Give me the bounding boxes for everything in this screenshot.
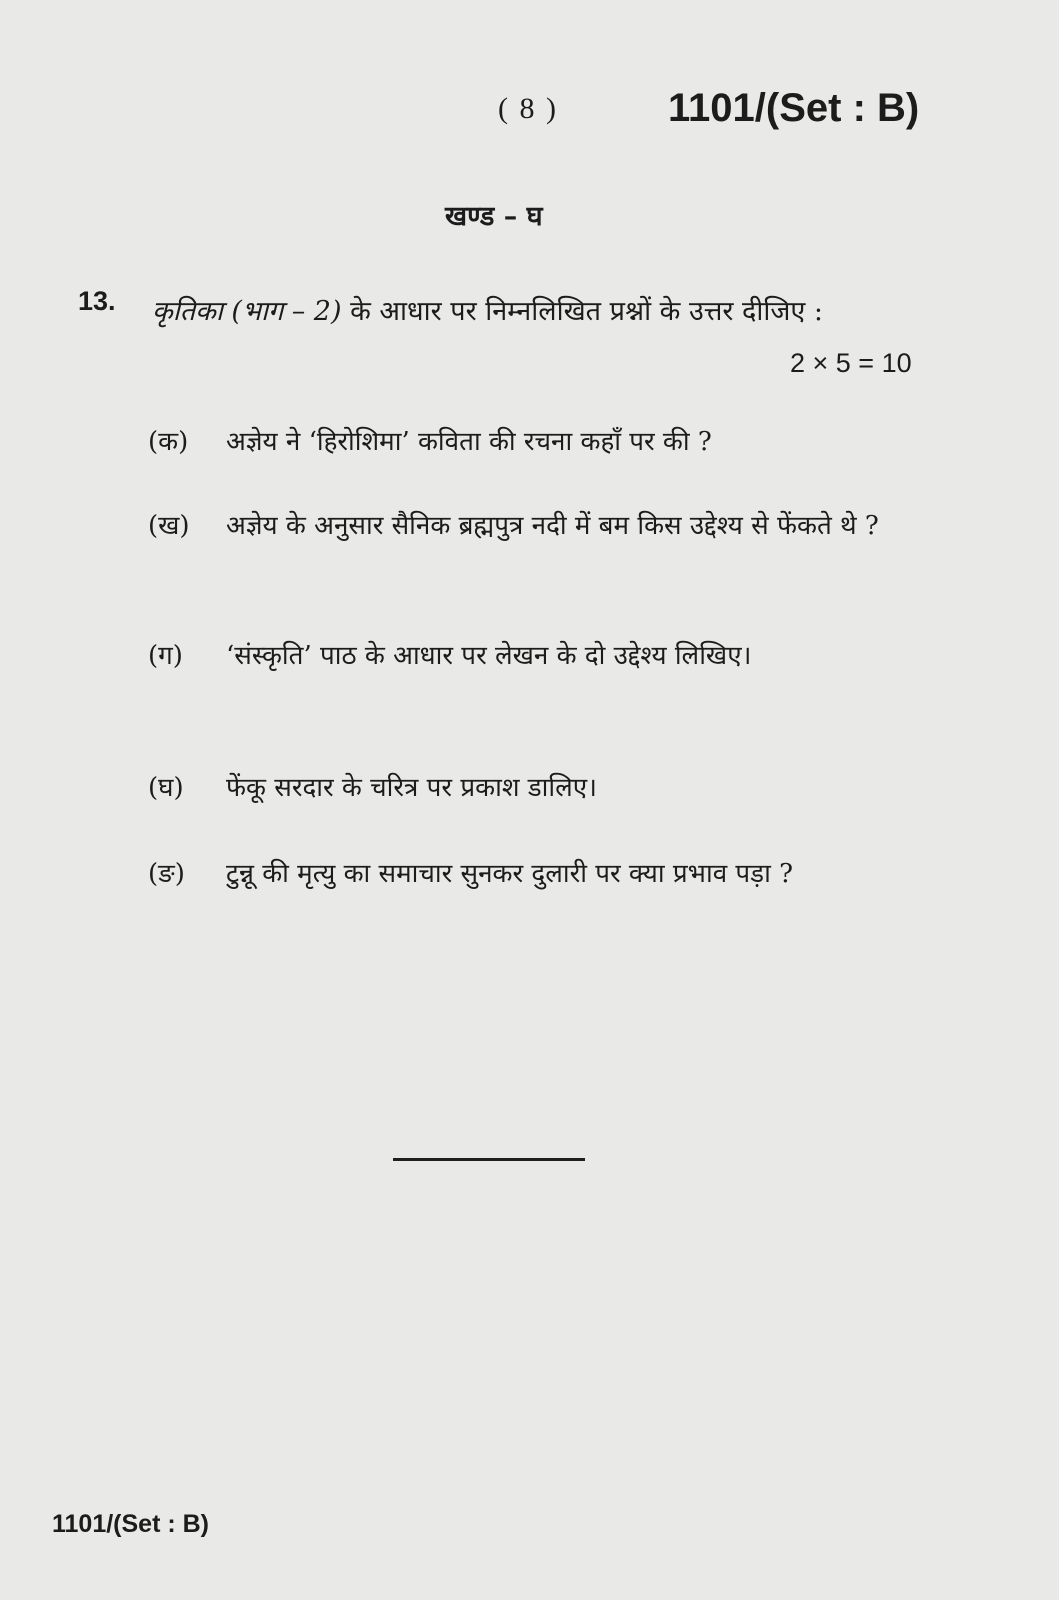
question-instruction: के आधार पर निम्नलिखित प्रश्नों के उत्तर दीजिए : bbox=[341, 296, 824, 327]
sub-question-text: फेंकू सरदार के चरित्र पर प्रकाश डालिए। bbox=[226, 773, 598, 803]
set-code-footer: 1101/(Set : B) bbox=[52, 1510, 210, 1538]
sub-question-text: अज्ञेय ने ‘हिरोशिमा’ कविता की रचना कहाँ पर की ? bbox=[226, 427, 712, 457]
sub-question-gha bbox=[148, 766, 948, 810]
sub-question-label: (घ) bbox=[148, 773, 184, 803]
question-marks: 2 × 5 = 10 bbox=[790, 348, 912, 378]
sub-question-kha bbox=[148, 504, 948, 548]
sub-question-text: ‘संस्कृति’ पाठ के आधार पर लेखन के दो उद्देश्य लिखिए। bbox=[226, 641, 752, 671]
sub-question-label: (ख) bbox=[148, 511, 190, 541]
sub-question-nga bbox=[148, 852, 948, 896]
sub-question-label: (ङ) bbox=[148, 859, 185, 889]
sub-question-label: (क) bbox=[148, 427, 189, 457]
page-number: ( 8 ) bbox=[498, 92, 558, 125]
book-title: कृतिका (भाग – 2) bbox=[152, 296, 342, 327]
question-text bbox=[152, 290, 942, 334]
set-code-header: 1101/(Set : B) bbox=[668, 86, 920, 130]
sub-question-ga bbox=[148, 634, 948, 678]
sub-question-label: (ग) bbox=[148, 641, 183, 671]
sub-question-text: टुन्नू की मृत्यु का समाचार सुनकर दुलारी पर क्या प्रभाव पड़ा ? bbox=[226, 859, 794, 889]
question-number: 13. bbox=[78, 286, 116, 316]
sub-question-ka bbox=[148, 420, 948, 464]
section-title: खण्ड – घ bbox=[445, 201, 543, 232]
sub-question-text: अज्ञेय के अनुसार सैनिक ब्रह्मपुत्र नदी में बम किस उद्देश्य से फेंकते थे ? bbox=[226, 511, 879, 541]
end-divider bbox=[393, 1158, 585, 1161]
